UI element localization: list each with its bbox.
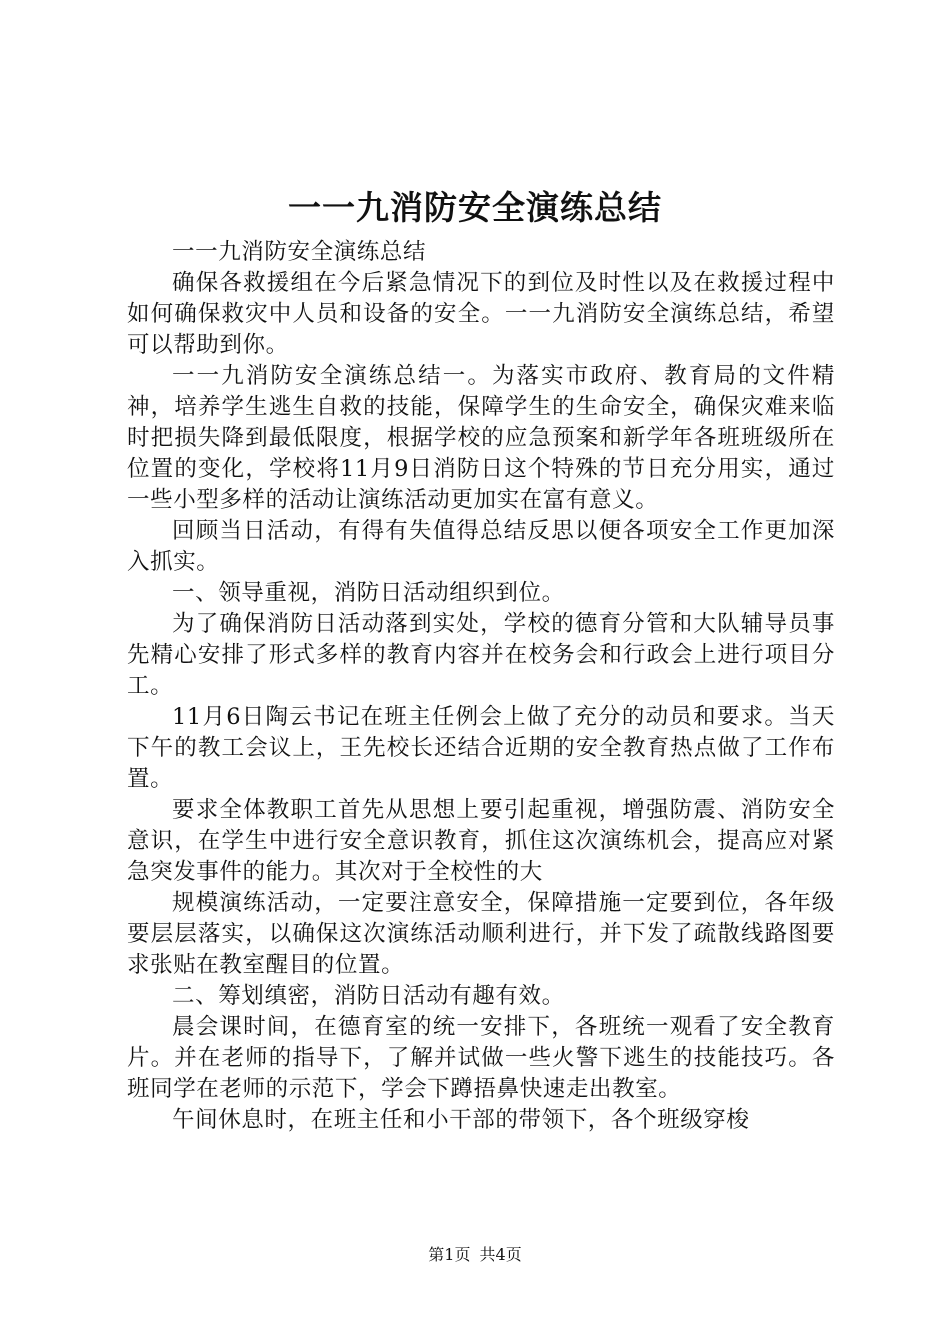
- paragraph-large-scale: 规模演练活动，一定要注意安全，保障措施一定要到位，各年级要层层落实，以确保这次演练活动顺利进行，并下发了疏散线路图要求张贴在教室醒目的位置。: [127, 890, 835, 978]
- paragraph-intro: 确保各救援组在今后紧急情况下的到位及时性以及在救援过程中如何确保救灾中人员和设备的安全。一一九消防安全演练总结，希望可以帮助到你。: [127, 270, 835, 358]
- paragraph-planning: 为了确保消防日活动落到实处，学校的德育分管和大队辅导员事先精心安排了形式多样的教育内容并在校务会和行政会上进行项目分工。: [127, 611, 835, 699]
- paragraph-meeting: 11月6日陶云书记在班主任例会上做了充分的动员和要求。当天下午的教工会议上，王先校长还结合近期的安全教育热点做了工作布置。: [127, 704, 835, 792]
- paragraph-review: 回顾当日活动，有得有失值得总结反思以便各项安全工作更加深入抓实。: [127, 518, 835, 575]
- section-heading-one: 一、领导重视，消防日活动组织到位。: [172, 580, 565, 606]
- page-number: 第1页: [428, 1245, 471, 1264]
- paragraph-morning-class: 晨会课时间，在德育室的统一安排下，各班统一观看了安全教育片。并在老师的指导下，了解并试做一些火警下逃生的技能技巧。各班同学在老师的示范下，学会下蹲捂鼻快速走出教室。: [127, 1014, 835, 1102]
- document-title: 一一九消防安全演练总结: [288, 188, 662, 227]
- paragraph-summary-one: 一一九消防安全演练总结一。为落实市政府、教育局的文件精神，培养学生逃生自救的技能，保障学生的生命安全，确保灾难来临时把损失降到最低限度，根据学校的应急预案和新学年各班班级所在位置的变化，学校将11月9日消防日这个特殊的节日充分用实，通过一些小型多样的活动让演练活动更加实在富有意义。: [127, 363, 835, 513]
- paragraph-noon-break: 午间休息时，在班主任和小干部的带领下，各个班级穿梭: [172, 1107, 750, 1133]
- paragraph-requirements: 要求全体教职工首先从思想上要引起重视，增强防震、消防安全意识，在学生中进行安全意识教育，抓住这次演练机会，提高应对紧急突发事件的能力。其次对于全校性的大: [127, 797, 835, 885]
- page-total: 共4页: [479, 1245, 522, 1264]
- paragraph-heading-repeat: 一一九消防安全演练总结: [172, 239, 427, 265]
- document-body: [127, 237, 835, 1136]
- page-footer: [0, 1244, 950, 1266]
- section-heading-two: 二、筹划缜密，消防日活动有趣有效。: [172, 983, 565, 1009]
